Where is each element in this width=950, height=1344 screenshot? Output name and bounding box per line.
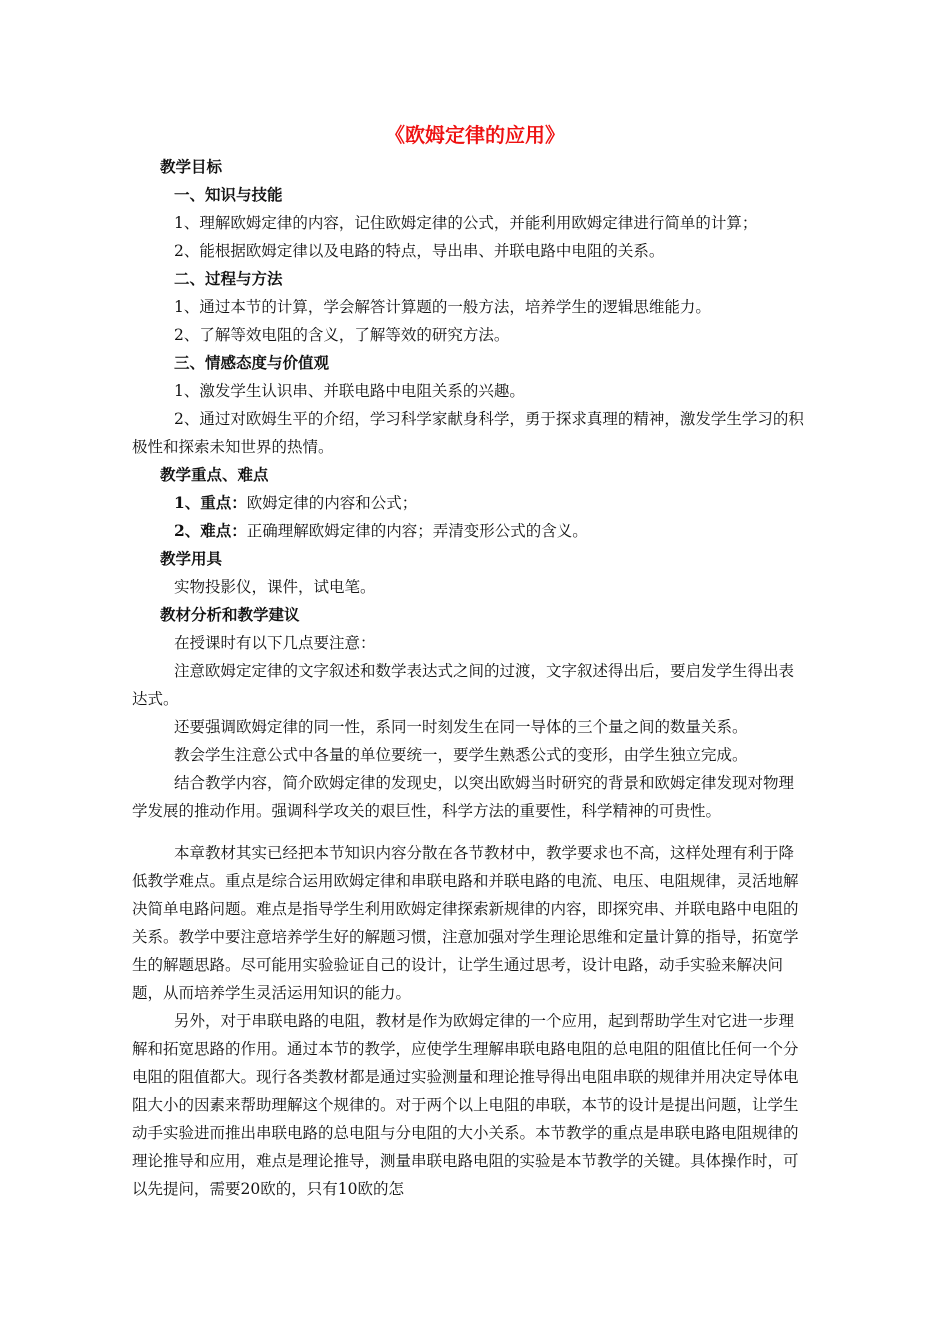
analysis-paragraph-6: 本章教材其实已经把本节知识内容分散在各节教材中，教学要求也不高，这样处理有利于降低教学难点。重点是综合运用欧姆定律和串联电路和并联电路的电流、电压、电阻规律，灵活地解决简单电路问题。难点是指导学生利用欧姆定律探索新规律的内容，即探究串、并联电路中电阻的关系。教学中要注意培养学生好的解题习惯，注意加强对学生理论思维和定量计算的指导，拓宽学生的解题思路。尽可能用实验验证自己的设计，让学生通过思考，设计电路，动手实验来解决问题，从而培养学生灵活运用知识的能力。 <box>132 844 799 1002</box>
emotion-item-1: 1、激发学生认识串、并联电路中电阻关系的兴趣。 <box>174 382 525 400</box>
emotion-item-2: 2、通过对欧姆生平的介绍，学习科学家献身科学，勇于探求真理的精神，激发学生学习的积极性和探索未知世界的热情。 <box>132 410 804 456</box>
document-body <box>132 153 808 1203</box>
knowledge-item-2: 2、能根据欧姆定律以及电路的特点，导出串、并联电路中电阻的关系。 <box>174 242 665 260</box>
key-point-focus <box>132 489 808 517</box>
analysis-paragraph-3: 还要强调欧姆定律的同一性，系同一时刻发生在同一导体的三个量之间的数量关系。 <box>174 718 748 736</box>
section-heading-analysis: 教材分析和教学建议 <box>160 605 300 624</box>
subheading-emotion: 三、情感态度与价值观 <box>174 353 330 372</box>
analysis-paragraph-4: 教会学生注意公式中各量的单位要统一，要学生熟悉公式的变形，由学生独立完成。 <box>174 746 748 764</box>
focus-text: 欧姆定律的内容和公式； <box>246 494 418 512</box>
section-heading-goals: 教学目标 <box>160 157 223 176</box>
difficulty-label: 2、难点： <box>174 521 247 540</box>
subheading-knowledge: 一、知识与技能 <box>174 185 283 204</box>
section-heading-key-points: 教学重点、难点 <box>160 465 269 484</box>
section-heading-tools: 教学用具 <box>160 549 223 568</box>
page-title: 《欧姆定律的应用》 <box>385 123 565 147</box>
key-point-difficulty <box>132 517 808 545</box>
tools-text: 实物投影仪，课件，试电笔。 <box>174 578 376 596</box>
difficulty-text: 正确理解欧姆定律的内容；弄清变形公式的含义。 <box>246 522 588 540</box>
analysis-paragraph-2: 注意欧姆定定律的文字叙述和数学表达式之间的过渡，文字叙述得出后，要启发学生得出表达式。 <box>132 662 795 708</box>
process-item-2: 2、了解等效电阻的含义，了解等效的研究方法。 <box>174 326 510 344</box>
knowledge-item-1: 1、理解欧姆定律的内容，记住欧姆定律的公式，并能利用欧姆定律进行简单的计算； <box>174 214 758 232</box>
subheading-process: 二、过程与方法 <box>174 269 283 288</box>
process-item-1: 1、通过本节的计算，学会解答计算题的一般方法，培养学生的逻辑思维能力。 <box>174 298 711 316</box>
analysis-paragraph-7: 另外，对于串联电路的电阻，教材是作为欧姆定律的一个应用，起到帮助学生对它进一步理解和拓宽思路的作用。通过本节的教学，应使学生理解串联电路电阻的总电阻的阻值比任何一个分电阻的阻值都大。现行各类教材都是通过实验测量和理论推导得出电阻串联的规律并用决定导体电阻大小的因素来帮助理解这个规律的。对于两个以上电阻的串联，本节的设计是提出问题，让学生动手实验进而推出串联电路的总电阻与分电阻的大小关系。本节教学的重点是串联电路电阻规律的理论推导和应用，难点是理论推导，测量串联电路电阻的实验是本节教学的关键。具体操作时，可以先提问，需要20欧的，只有10欧的怎 <box>132 1012 799 1198</box>
analysis-paragraph-1: 在授课时有以下几点要注意： <box>174 634 376 652</box>
analysis-paragraph-5: 结合教学内容，简介欧姆定律的发现史，以突出欧姆当时研究的背景和欧姆定律发现对物理学发展的推动作用。强调科学攻关的艰巨性，科学方法的重要性，科学精神的可贵性。 <box>132 774 795 820</box>
focus-label: 1、重点： <box>174 493 247 512</box>
